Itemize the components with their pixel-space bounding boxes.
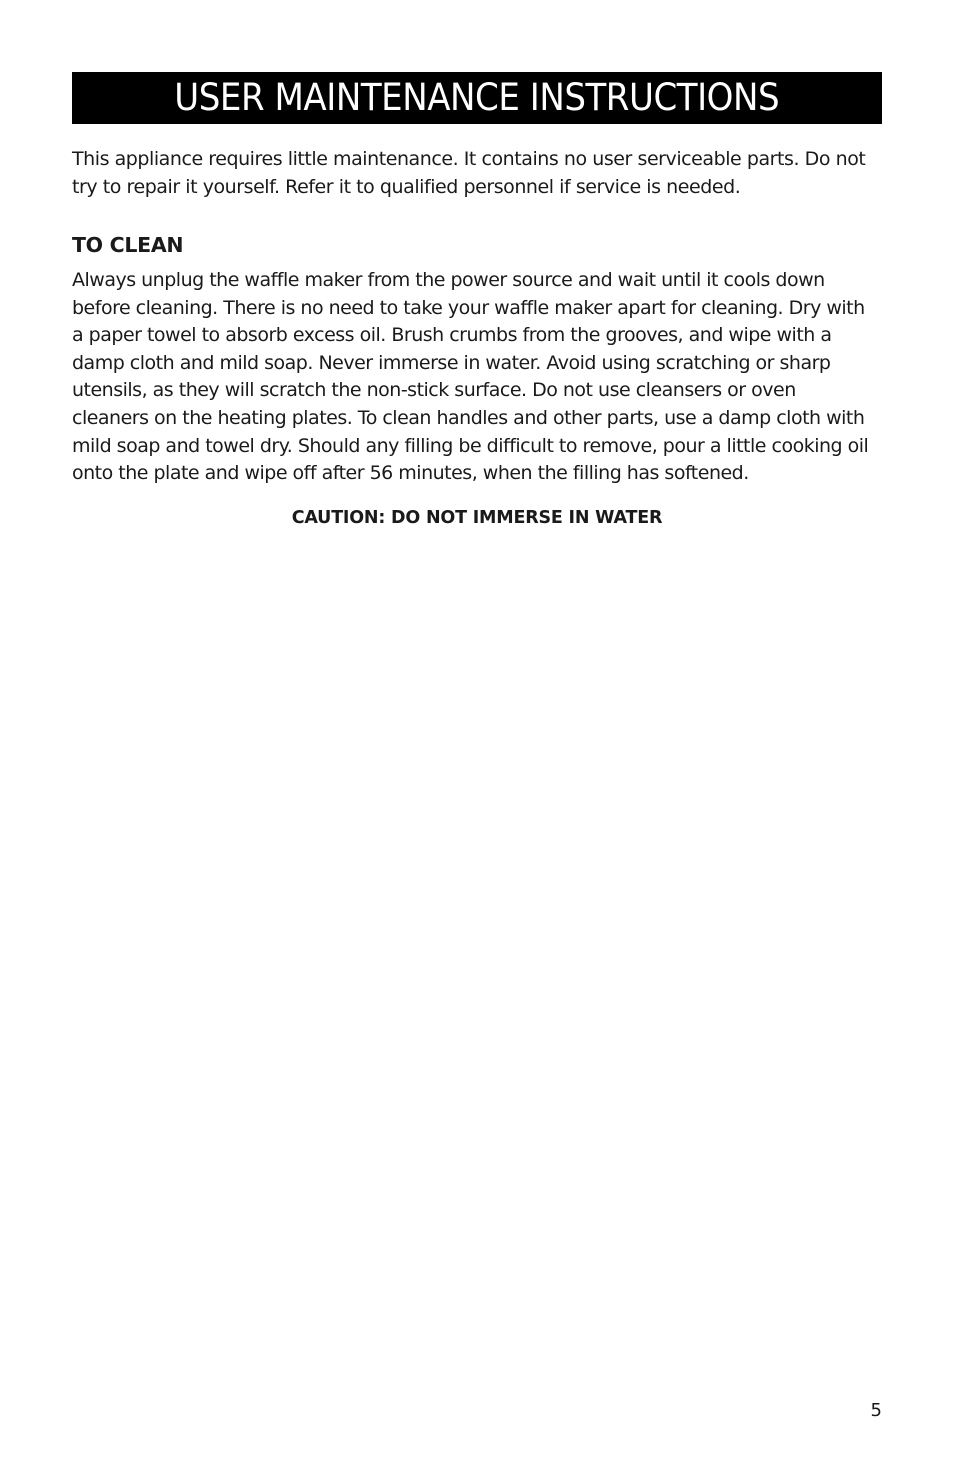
- caution-notice: CAUTION: DO NOT IMMERSE IN WATER: [291, 507, 663, 528]
- intro-paragraph: This appliance requires little maintenance. It contains no user serviceable parts. Do not try to repair it yourself. Refer it to qualified personnel if service is needed.: [72, 148, 866, 198]
- title-bar: [72, 72, 882, 124]
- to-clean-heading: TO CLEAN: [72, 233, 184, 257]
- to-clean-paragraph: Always unplug the waffle maker from the power source and wait until it cools down before cleaning. There is no need to take your waffle maker apart for cleaning. Dry with a paper towel to absorb excess oil. Brush crumbs from the grooves, and wipe with a damp cloth and mild soap. Never immerse in water. Avoid using scratching or sharp utensils, as they will scratch the non-stick surface. Do not use cleansers or oven cleaners on the heating plates. To clean handles and other parts, use a damp cloth with mild soap and towel dry. Should any filling be difficult to remove, pour a little cooking oil onto the plate and wipe off after 56 minutes, when the filling has softened.: [72, 269, 869, 485]
- page-number: 5: [870, 1400, 882, 1421]
- manual-page: [72, 72, 882, 532]
- page-title: USER MAINTENANCE INSTRUCTIONS: [174, 76, 780, 119]
